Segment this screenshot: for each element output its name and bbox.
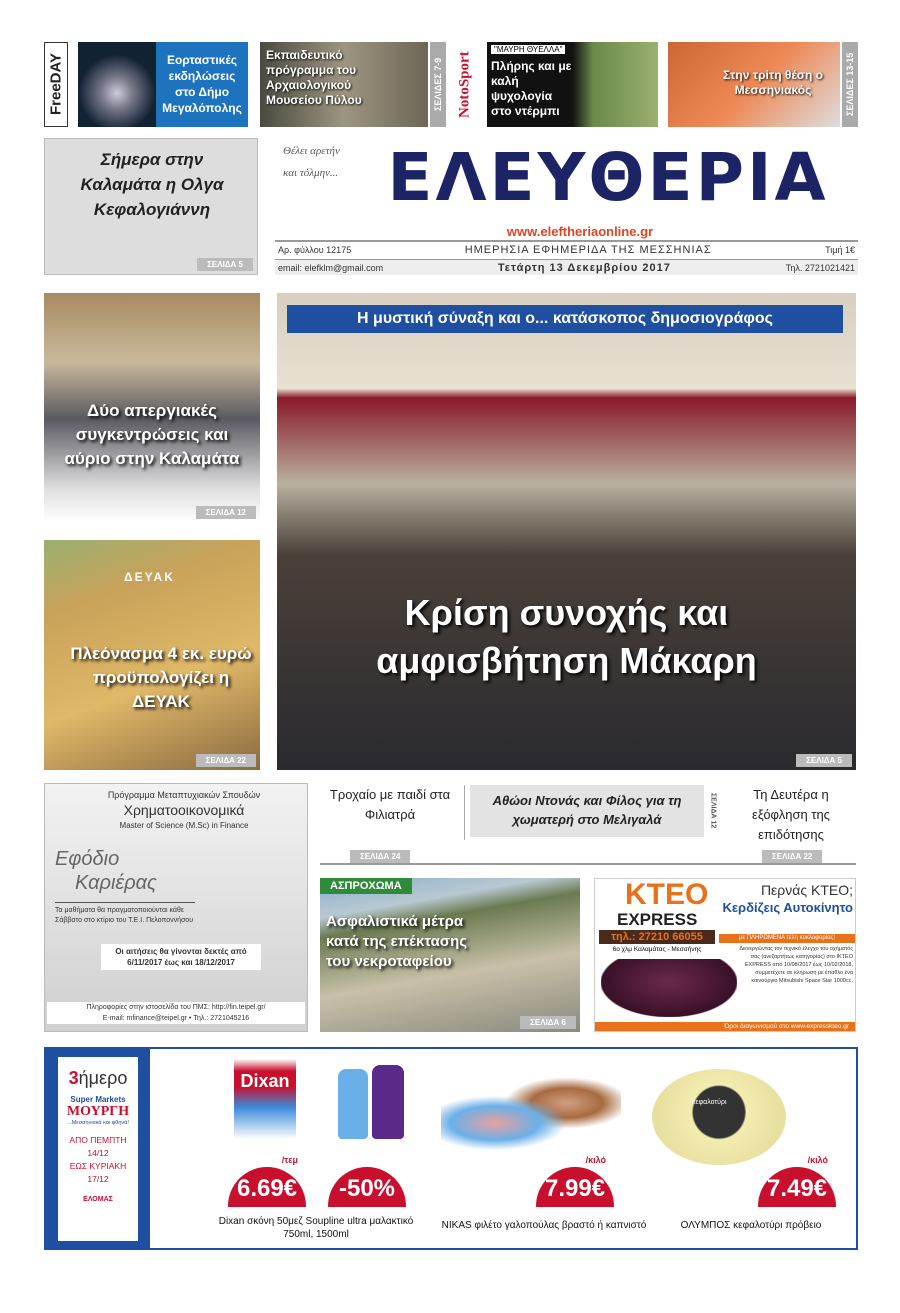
main-headline-line: αμφισβήτηση Μάκαρη — [376, 640, 757, 681]
date: Τετάρτη 13 Δεκεμβρίου 2017 — [497, 261, 671, 274]
kteo-phone: τηλ.: 27210 66055 — [599, 930, 715, 944]
dates: ΑΠΟ ΠΕΜΠΤΗ 14/12 — [69, 1135, 127, 1158]
msc-finance-ad[interactable] — [44, 783, 308, 1032]
brief-traffic[interactable] — [320, 785, 460, 825]
supermarket-logo-panel — [58, 1057, 138, 1241]
page-tag: ΣΕΛΙΔΑ 5 — [197, 258, 253, 271]
msc-dates: Οι αιτήσεις θα γίνονται δεκτές από 6/11/2017 έως και 18/12/2017 — [101, 944, 261, 970]
price-tag — [536, 1155, 614, 1207]
kteo-brand: KTEO — [625, 878, 709, 911]
kteo-brand-2: EXPRESS — [617, 910, 698, 929]
story-kicker: ΑΣΠΡΟΧΩΜΑ — [320, 878, 412, 894]
promo-pages: ΣΕΛΙΔΕΣ 13-15 — [842, 42, 858, 127]
page-tag: ΣΕΛΙΔΑ 24 — [350, 850, 410, 863]
kteo-head: Κερδίζεις Αυτοκίνητο — [722, 900, 853, 915]
main-banner: Η μυστική σύναξη και ο... κατάσκοπος δημοσιογράφος — [287, 305, 843, 333]
masthead-url[interactable]: www.eleftheriaonline.gr — [506, 224, 654, 239]
today-headline: Σήμερα στην Καλαμάτα η Ολγα Κεφαλογιάννη — [80, 150, 224, 219]
story-headline: Δύο απεργιακές συγκεντρώσεις και αύριο στην Καλαμάτα — [64, 401, 240, 468]
msc-subtitle: Master of Science (M.Sc) in Finance — [119, 821, 249, 830]
kteo-location: 6ο χλμ Καλαμάτας - Μεσσήνης — [612, 946, 702, 953]
price-value: 6.69€ — [236, 1175, 298, 1202]
msc-contact — [47, 1002, 305, 1024]
price-unit: /τεμ — [281, 1155, 298, 1165]
slogan: ...Μεσσηνιακά και φθηνά! — [67, 1120, 129, 1126]
promo-text: Εκπαιδευτικό πρόγραμμα του Αρχαιολογικού Μουσείου Πύλου — [266, 48, 362, 107]
promo-volley[interactable] — [668, 42, 840, 127]
masthead-info-row — [275, 242, 858, 258]
brief-acquittal[interactable] — [470, 785, 704, 837]
price-unit: /κιλό — [585, 1155, 606, 1165]
promo-photo — [78, 42, 156, 127]
brief-headline: Τη Δευτέρα η εξόφληση της επιδότησης — [752, 787, 830, 842]
promo-football[interactable] — [487, 42, 658, 127]
promo-pages: ΣΕΛΙΔΕΣ 7-9 — [430, 42, 446, 127]
promo-museum[interactable] — [260, 42, 428, 127]
cheese-image — [652, 1069, 786, 1165]
kteo-body: Διενεργώντας τον τεχνικό έλεγχο του οχήματός σας (ανεξαρτήτως κατηγορίας) στο ΙΚΤΕΟ EXPRESS από 10/08/2017 έως 10/02/2018, συμμετέχετε σε κλήρωση με έπαθλο ένα καινούργιο Mitsubishi Space Star 1000cc. — [739, 946, 853, 984]
today-box[interactable] — [44, 138, 258, 275]
main-story[interactable] — [277, 293, 856, 770]
brand: ΜΟΥΡΓΗ — [66, 1104, 130, 1119]
page-tag: ΣΕΛΙΔΑ 22 — [196, 754, 256, 767]
promo-kicker: "ΜΑΥΡΗ ΘΥΕΛΛΑ" — [491, 45, 565, 54]
dates: ΕΩΣ ΚΥΡΙΑΚΗ 17/12 — [69, 1161, 127, 1184]
story-headline: Ασφαλιστικά μέτρα κατά της επέκτασης του νεκροταφείου — [326, 913, 468, 970]
story-deyak[interactable] — [44, 540, 260, 770]
soupline-image — [338, 1069, 368, 1139]
masthead-logo[interactable]: ΕΛΕΥΘΕΡΙΑ — [387, 139, 829, 216]
page-tag: ΣΕΛΙΔΑ 12 — [709, 793, 717, 829]
page-tag: ΣΕΛΙΔΑ 22 — [762, 850, 822, 863]
phone: Τηλ. 2721021421 — [785, 262, 855, 273]
email: email: elefklm@gmail.com — [278, 262, 384, 273]
soupline-image — [372, 1065, 404, 1139]
page-tag: ΣΕΛΙΔΑ 6 — [520, 1016, 576, 1029]
product-caption: Dixan σκόνη 50μεζ Soupline ultra μαλακτικό 750ml, 1500ml — [218, 1216, 414, 1240]
price-tag — [228, 1155, 306, 1207]
kteo-head: Περνάς ΚΤΕΟ; — [760, 882, 853, 898]
msc-info: Τα μαθήματα θα πραγματοποιούνται κάθε Σάββατο στο κτίριο του Τ.Ε.Ι. Πελοποννήσου — [55, 902, 195, 926]
price: Τιμή 1€ — [825, 245, 855, 255]
main-headline-line: Κρίση συνοχής και — [404, 592, 729, 633]
story-strikes[interactable] — [44, 293, 260, 522]
brief-headline: Αθώοι Ντονάς και Φίλος για τη χωματερή στο Μελιγαλά — [492, 793, 682, 827]
title-text: ήμερο — [78, 1068, 128, 1088]
divider — [464, 785, 465, 840]
price-tag — [758, 1155, 836, 1207]
msc-contact-line: E-mail: mfinance@teipel.gr • Τηλ.: 2721045216 — [102, 1015, 250, 1022]
price-tag — [328, 1167, 406, 1207]
promo-text: Εορταστικές εκδηλώσεις στο Δήμο Μεγαλόπολης — [156, 42, 248, 127]
price-unit: /κιλό — [807, 1155, 828, 1165]
dixan-image: Dixan — [234, 1059, 296, 1139]
product-caption: NIKAS φιλέτο γαλοπούλας βραστό ή καπνιστό — [441, 1220, 647, 1231]
main-headline — [277, 589, 856, 685]
car-image — [601, 959, 737, 1017]
title-number: 3 — [68, 1068, 79, 1088]
promo-text: Πλήρης και με καλή ψυχολογία στο ντέρμπι — [491, 59, 572, 118]
msc-slogan: Καριέρας — [75, 872, 157, 894]
freeday-label: FreeDAY — [44, 42, 68, 127]
notosport-label: NotoSport — [456, 51, 473, 118]
masthead-info-row — [275, 260, 858, 275]
page-tag: ΣΕΛΙΔΑ 12 — [196, 506, 256, 519]
price-value: -50% — [338, 1175, 396, 1202]
cheese-label: κεφαλοτύρι — [692, 1099, 727, 1106]
tagline: Θέλει αρετήν και τόλμην... — [283, 145, 340, 179]
masthead-subtitle: ΗΜΕΡΗΣΙΑ ΕΦΗΜΕΡΙΔΑ ΤΗΣ ΜΕΣΣΗΝΙΑΣ — [464, 244, 712, 256]
msc-title: Χρηματοοικονομικά — [123, 802, 245, 818]
story-headline: Πλεόνασμα 4 εκ. ευρώ προϋπολογίζει η ΔΕΥΑΚ — [70, 644, 252, 711]
msc-contact-line: Πληροφορίες στην ιστοσελίδα του ΠΜΣ: http://fin.teipel.gr/ — [86, 1004, 266, 1011]
turkey-image — [441, 1075, 621, 1155]
kteo-strip: με ΠΛΗΡΩΜΕΝΑ τέλη κυκλοφορίας! — [719, 934, 855, 943]
promo-text: Στην τρίτη θέση ο Μεσσηνιακός — [723, 68, 823, 97]
msc-slogan: Εφόδιο — [55, 848, 120, 870]
brief-subsidy[interactable] — [726, 785, 856, 845]
brand-top: Super Markets — [70, 1095, 126, 1104]
network-logo: ΕΛΟΜΑΣ — [83, 1196, 113, 1203]
msc-program: Πρόγραμμα Μεταπτυχιακών Σπουδών — [107, 790, 261, 800]
issue-number: Αρ. φύλλου 12175 — [278, 245, 352, 255]
story-asprochoma[interactable] — [320, 878, 580, 1032]
page-tag: ΣΕΛΙΔΑ 5 — [796, 754, 852, 767]
kteo-footer: Όροι Διαγωνισμού στο www.expresskteo.gr — [595, 1022, 855, 1031]
price-value: 7.99€ — [544, 1175, 606, 1202]
price-value: 7.49€ — [766, 1175, 828, 1202]
brief-headline: Τροχαίο με παιδί στα Φιλιατρά — [329, 787, 451, 822]
kteo-ad[interactable] — [594, 878, 856, 1032]
building-sign: ΔΕΥΑΚ — [124, 570, 175, 584]
promo-megalopoli[interactable] — [78, 42, 248, 127]
product-caption: ΟΛΥΜΠΟΣ κεφαλοτύρι πρόβειο — [680, 1220, 822, 1231]
supermarket-ad[interactable] — [44, 1047, 858, 1250]
